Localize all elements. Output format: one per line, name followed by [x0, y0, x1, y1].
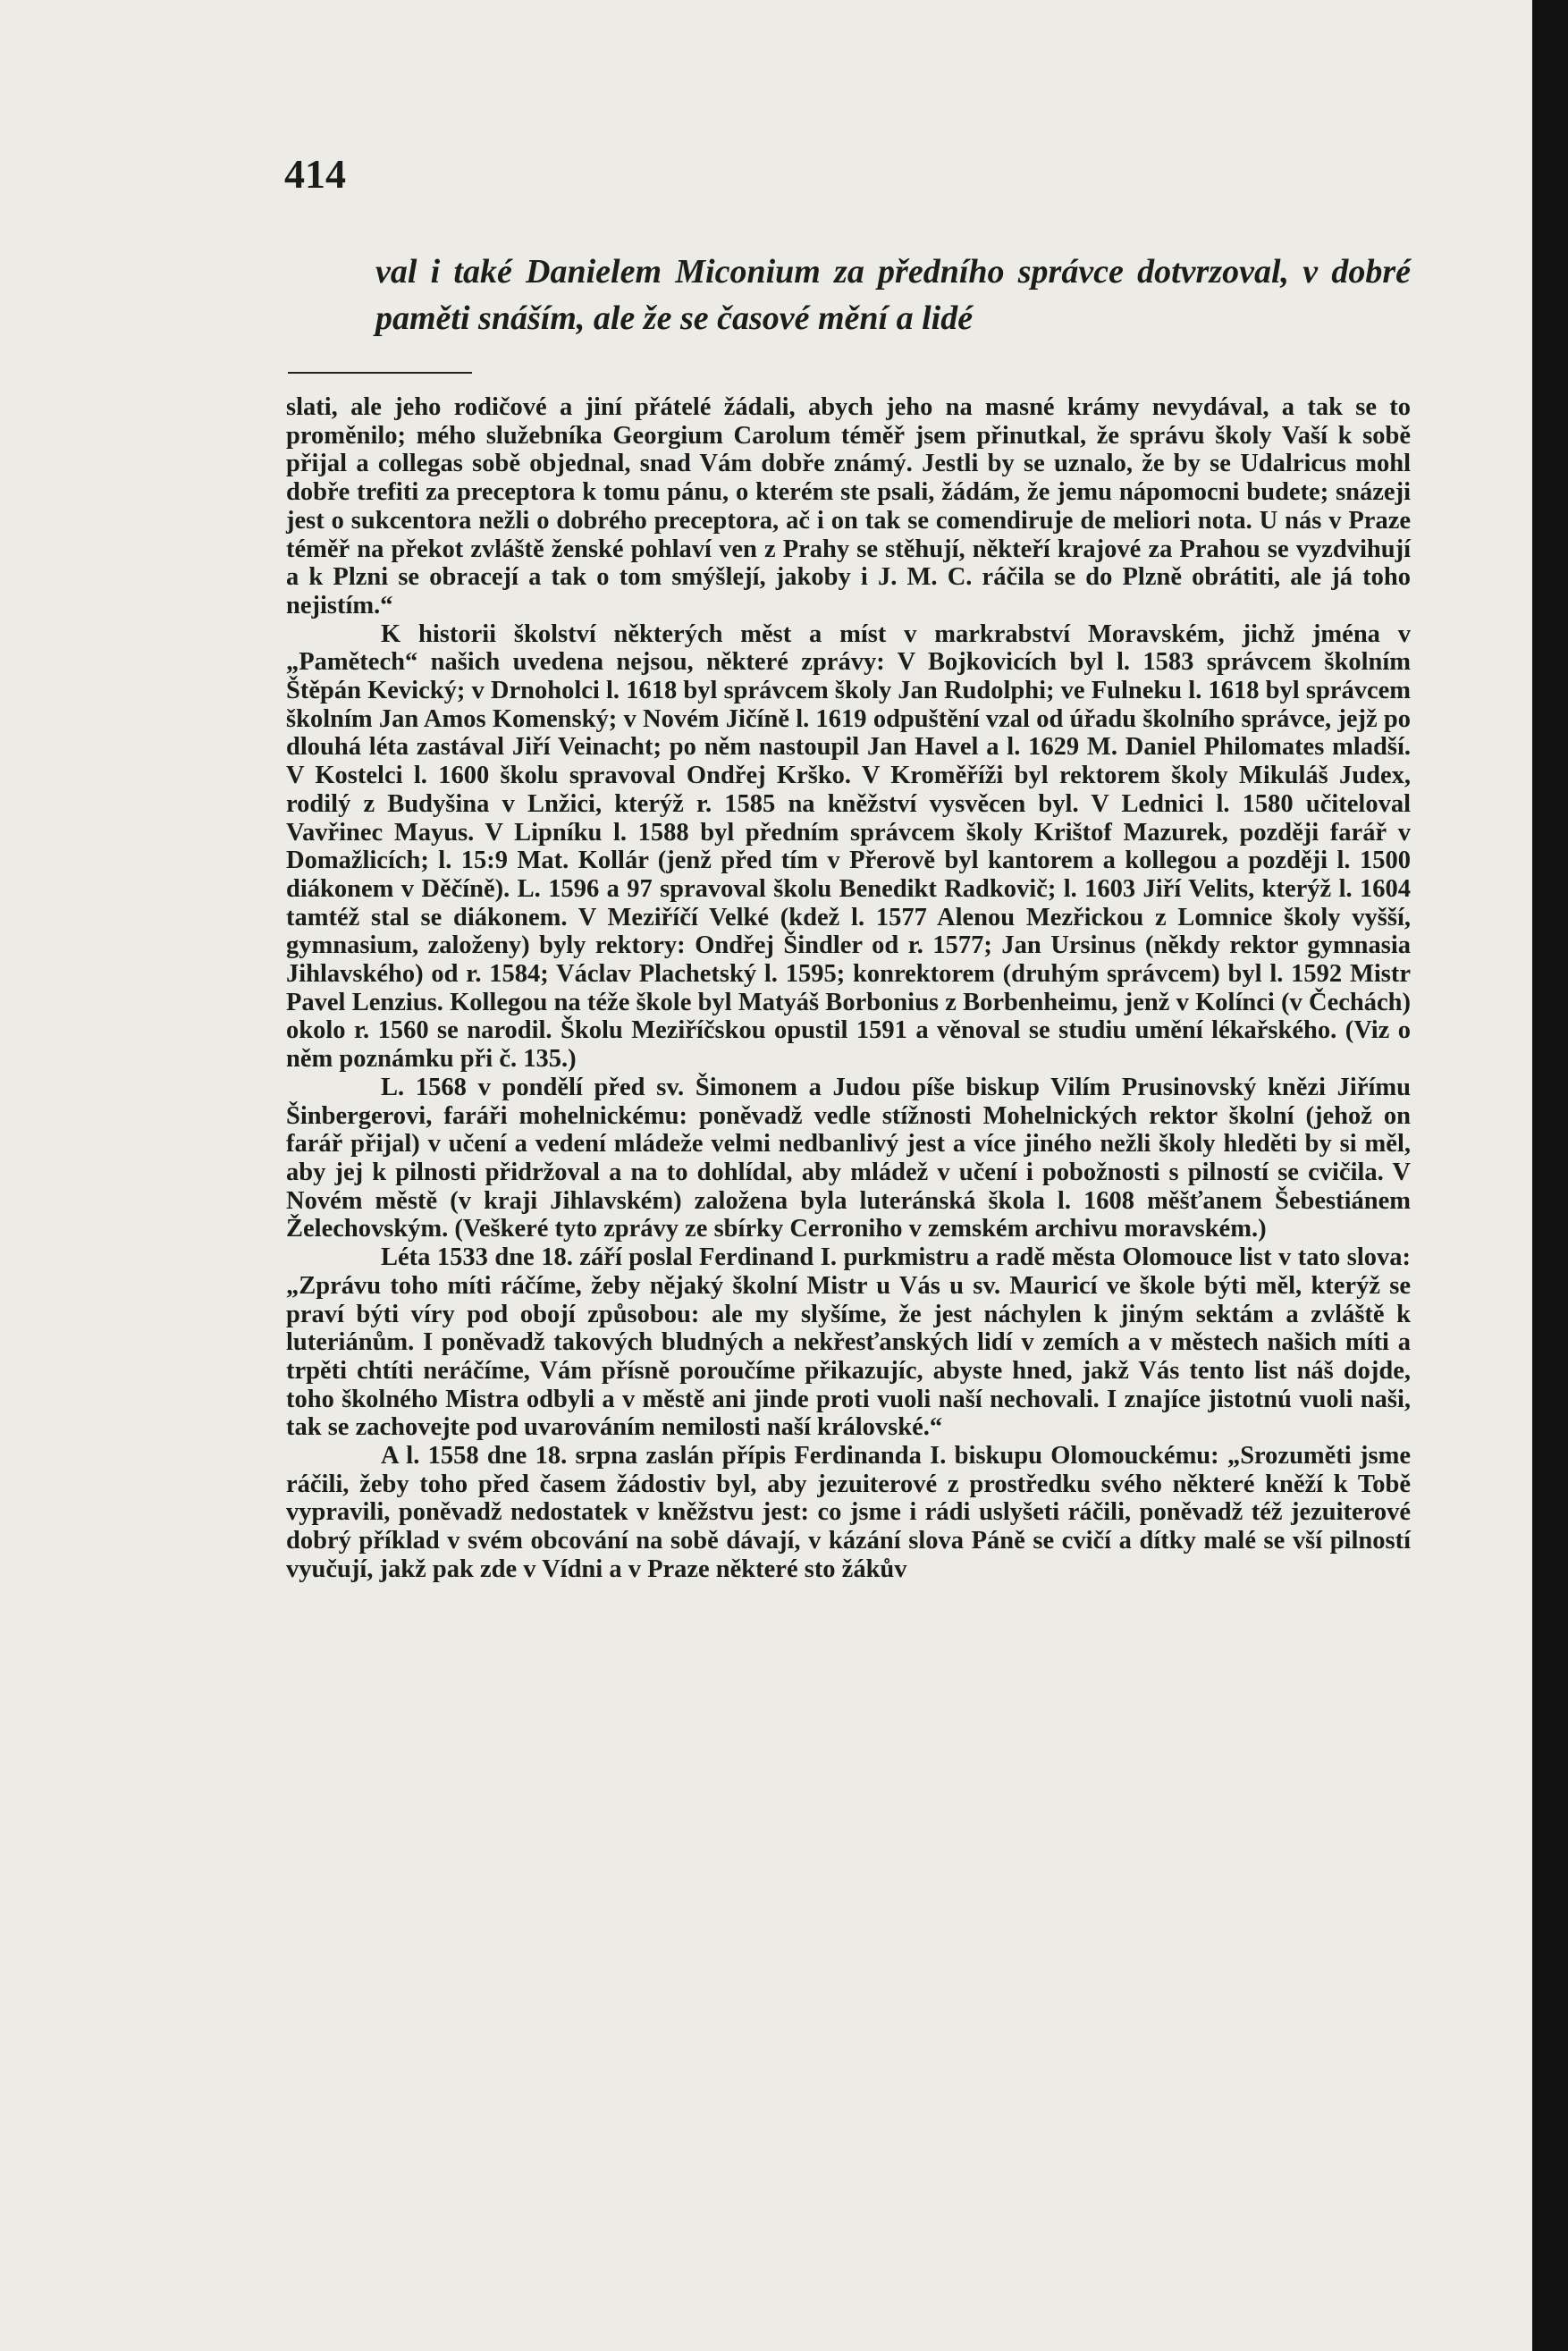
paragraph: slati, ale jeho rodičové a jiní přátelé žádali, abych jeho na masné krámy nevydával, a tak se to proměnilo; mého služebníka Georgium Carolum téměř jsem přinutkal, že správu školy Vaší k sobě přijal a collegas sobě objednal, snad Vám dobře známý. Jestli by se uznalo, že by se Udalricus mohl dobře trefiti za preceptora k tomu pánu, o kterém ste psali, žádám, že jemu nápomocni budete; snázeji jest o sukcentora nežli o dobrého preceptora, ač i on tak se comendiruje de meliori nota. U nás v Praze téměř na překot zvláště ženské pohlaví ven z Prahy se stěhují, někteří krajové za Prahou se vyzdvihují a k Plzni se obracejí a tak o tom smýšlejí, jakoby i J. M. C. ráčila se do Plzně obrátiti, ale já toho nejistím.“	[286, 393, 1411, 619]
paragraph: A l. 1558 dne 18. srpna zaslán přípis Ferdinanda I. biskupu Olomouckému: „Srozuměti jsme ráčili, žeby toho před časem žádostiv byl, aby jezuiterové z prostředku svého některé kněží k Tobě vypravili, poněvadž nedostatek v kněžstvu jest: co jsme i rádi uslyšeti ráčili, poněvadž též jezuiterové dobrý příklad v svém obcování na sobě dávají, v kázání slova Páně se cvičí a dítky malé se vší pilností vyučují, jakž pak zde v Vídni a v Praze některé sto žákův	[286, 1442, 1411, 1583]
paragraph: K historii školství některých měst a míst v markrabství Moravském, jichž jména v „Pamětech“ našich uvedena nejsou, některé zprávy: V Bojkovicích byl l. 1583 správcem školním Štěpán Kevický; v Drnoholci l. 1618 byl správcem školy Jan Rudolphi; ve Fulneku l. 1618 byl správcem školním Jan Amos Komenský; v Novém Jičíně l. 1619 odpuštění vzal od úřadu školního správce, jejž po dlouhá léta zastával Jiří Veinacht; po něm nastoupil Jan Havel a l. 1629 M. Daniel Philomates mladší. V Kostelci l. 1600 školu spravoval Ondřej Krško. V Kroměříži byl rektorem školy Mikuláš Judex, rodilý z Budyšina v Lnžici, kterýž r. 1585 na kněžství vysvěcen byl. V Lednici l. 1580 učiteloval Vavřinec Mayus. V Lipníku l. 1588 byl předním správcem školy Krištof Mazurek, později farář v Domažlicích; l. 15:9 Mat. Kollár (jenž před tím v Přerově byl kantorem a kollegou a později l. 1500 diákonem v Děčíně). L. 1596 a 97 spravoval školu Benedikt Radkovič; l. 1603 Jiří Velits, kterýž l. 1604 tamtéž stal se diákonem. V Meziříčí Velké (kdež l. 1577 Alenou Mezřickou z Lomnice školy vyšší, gymnasium, založeny) byly rektory: Ondřej Šindler od r. 1577; Jan Ursinus (někdy rektor gymnasia Jihlavského) od r. 1584; Václav Plachetský l. 1595; konrektorem (druhým správcem) byl l. 1592 Mistr Pavel Lenzius. Kollegou na téže škole byl Matyáš Borbonius z Borbenheimu, jenž v Kolínci (v Čechách) okolo r. 1560 se narodil. Školu Meziříčskou opustil 1591 a věnoval se studiu umění lékařského. (Viz o něm poznámku při č. 135.)	[286, 619, 1411, 1074]
page-number: 414	[284, 151, 346, 197]
paragraph: L. 1568 v pondělí před sv. Šimonem a Judou píše biskup Vilím Prusinovský knězi Jiřímu Šinbergerovi, faráři mohelnickému: poněvadž vedle stížnosti Mohelnických rektor školní (jehož on farář přijal) v učení a vedení mládeže velmi nedbanlivý jest a více jiného nežli školy hleděti by si měl, aby jej k pilnosti přidržoval a na to dohlídal, aby mládež v učení i pobožnosti s pilností se cvičila. V Novém městě (v kraji Jihlavském) založena byla luteránská škola l. 1608 měšťanem Šebestiánem Želechovským. (Veškeré tyto zprávy ze sbírky Cerroniho v zemském archivu moravském.)	[286, 1073, 1411, 1243]
paragraph: Léta 1533 dne 18. září poslal Ferdinand I. purkmistru a radě města Olomouce list v tato slova: „Zprávu toho míti ráčíme, žeby nějaký školní Mistr u Vás u sv. Mauricí ve škole býti měl, kterýž se praví býti víry pod obojí způsobou: ale my slyšíme, že jest náchylen k jiným sektám a zvláště k luteriánům. I poněvadž takových bludných a nekřesťanských lidí v zemích a v městech našich míti a trpěti chtíti neráčíme, Vám přísně poroučíme přikazujíc, abyste hned, jakž Vás tento list náš dojde, toho školného Mistra odbyli a v městě ani jinde proti vuoli naší nechovali. I znajíce jistotnú vuoli naši, tak se zachovejte pod uvarováním nemilosti naší královské.“	[286, 1243, 1411, 1442]
carry-over-footnote: val i také Danielem Miconium za předního správce dotvrzoval, v dobré paměti snáším, ale že se časové mění a lidé	[375, 253, 1411, 337]
main-text	[286, 393, 1411, 1584]
footnote-divider	[288, 372, 472, 374]
scan-edge	[1532, 0, 1568, 2351]
